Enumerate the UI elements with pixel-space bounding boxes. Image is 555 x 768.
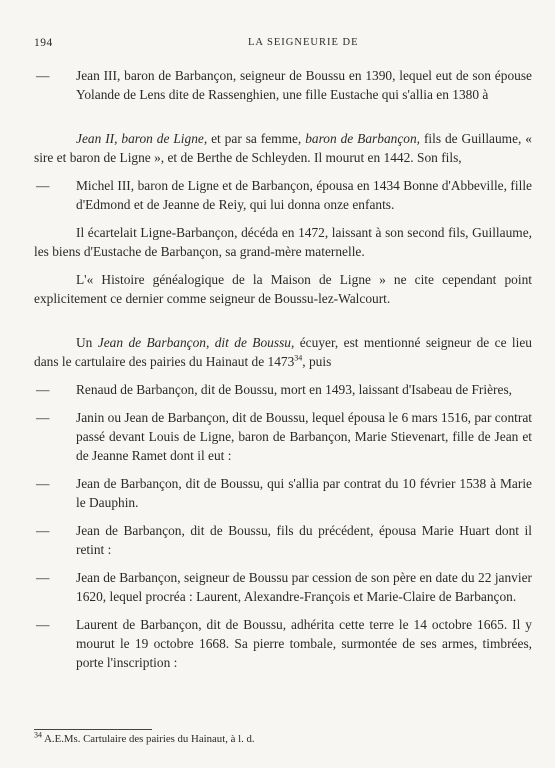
page-header <box>0 37 555 53</box>
dash-marker: — <box>36 410 50 425</box>
dash-marker: — <box>36 570 50 585</box>
footnote-ref: 34 <box>294 353 303 363</box>
italic-name: Jean II, baron de Ligne, <box>76 131 208 146</box>
footnote-number: 34 <box>34 730 42 740</box>
paragraph: Un Jean de Barbançon, dit de Boussu, écuyer, est mentionné seigneur de ce lieu dans le cartulaire des pairies du Hainaut de 1473$^{34}$, puis <box>34 335 532 369</box>
paragraph: Il écartelait Ligne-Barbançon, décéda en 1472, laissant à son second fils, Guillaume, les biens d'Eustache de Barbançon, sa grand-mère maternelle. <box>34 225 532 259</box>
entry-text: Jean III, baron de Barbançon, seigneur de Boussu en 1390, lequel eut de son épouse Yolande de Lens dite de Rassenghien, une fille Eustache qui s'allia en 1380 à <box>76 68 532 102</box>
list-item <box>34 521 532 559</box>
list-item <box>34 176 532 214</box>
list-item <box>34 66 532 104</box>
footnote <box>34 730 255 745</box>
running-title: LA SEIGNEURIE DE <box>248 37 359 48</box>
dash-marker: — <box>36 617 50 632</box>
dash-marker: — <box>36 476 50 491</box>
entry-text: Laurent de Barbançon, dit de Boussu, adhérita cette terre le 14 octobre 1665. Il y mourut le 19 octobre 1668. Sa pierre tombale, surmontée de ses armes, timbrées, porte l'inscription : <box>76 617 532 670</box>
italic-title: baron de Barbançon, <box>305 131 421 146</box>
entry-text: Michel III, baron de Ligne et de Barbançon, épousa en 1434 Bonne d'Abbeville, fille d'Edmond et de Jeanne de Reiy, qui lui donna onze enfants. <box>76 178 532 212</box>
entry-text: Jean de Barbançon, seigneur de Boussu par cession de son père en date du 22 janvier 1620, lequel procréa : Laurent, Alexandre-François et Marie-Claire de Barbançon. <box>76 570 532 604</box>
list-item <box>34 380 532 399</box>
list-item <box>34 408 532 465</box>
entry-text: Jean de Barbançon, dit de Boussu, qui s'allia par contrat du 10 février 1538 à Marie le Dauphin. <box>76 476 532 510</box>
paragraph: L'« Histoire généalogique de la Maison de Ligne » ne cite cependant point explicitement ce dernier comme seigneur de Boussu-lez-Walcourt. <box>34 272 532 306</box>
dash-marker: — <box>36 382 50 397</box>
entry-text: Jean de Barbançon, dit de Boussu, fils du précédent, épousa Marie Huart dont il retint : <box>76 523 532 557</box>
italic-name: Jean de Barbançon, dit de Boussu, <box>97 335 295 350</box>
dash-marker: — <box>36 178 50 193</box>
page-body <box>34 66 532 672</box>
page-number: 194 <box>34 37 53 49</box>
footnote-text: A.E.Ms. Cartulaire des pairies du Hainaut, à l. d. <box>44 733 255 745</box>
paragraph: Jean II, baron de Ligne, et par sa femme, baron de Barbançon, fils de Guillaume, « sire et baron de Ligne », et de Berthe de Schleyden. Il mourut en 1442. Son fils, <box>34 131 533 165</box>
list-item <box>34 474 532 512</box>
dash-marker: — <box>36 68 50 83</box>
list-item <box>34 615 532 672</box>
list-item <box>34 568 532 606</box>
dash-marker: — <box>36 523 50 538</box>
entry-text: Janin ou Jean de Barbançon, dit de Boussu, lequel épousa le 6 mars 1516, par contrat passé devant Louis de Ligne, baron de Barbançon, Marie Stievenart, fille de Jean et de Jeanne Ramet dont il eut : <box>76 410 532 463</box>
footnote-divider <box>34 729 152 730</box>
entry-text: Renaud de Barbançon, dit de Boussu, mort en 1493, laissant d'Isabeau de Frières, <box>76 382 513 397</box>
